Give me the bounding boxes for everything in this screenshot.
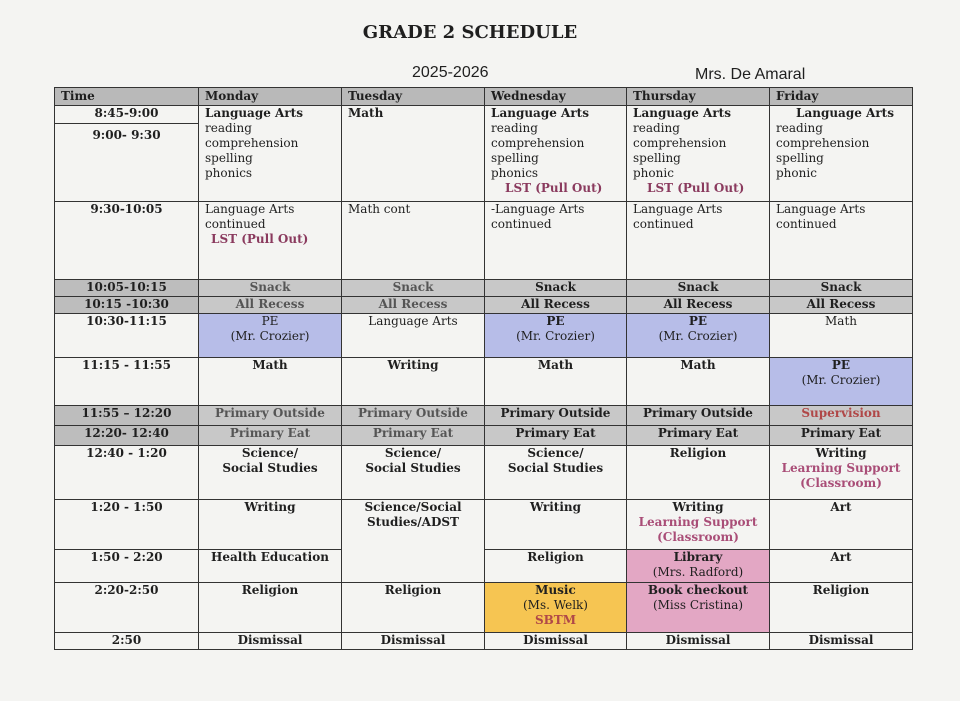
time-cell: 11:55 – 12:20: [55, 406, 199, 426]
cell-thursday: Religion: [627, 446, 770, 500]
cell-friday: [770, 446, 913, 500]
time-cell: 10:15 -10:30: [55, 297, 199, 314]
subject: Book checkout: [647, 583, 749, 597]
cell-tuesday: Primary Eat: [342, 426, 485, 446]
subtopic: spelling: [205, 151, 253, 165]
subtopic: phonics: [491, 166, 539, 180]
support-note: (Classroom): [800, 476, 882, 490]
table-row-dismissal: [55, 633, 913, 650]
teacher: (Mr. Crozier): [516, 329, 595, 343]
subtopic: reading: [491, 121, 538, 135]
col-wednesday: Wednesday: [485, 88, 627, 106]
table-row: [55, 314, 913, 358]
subject: Social Studies: [507, 461, 604, 475]
cell-friday: All Recess: [770, 297, 913, 314]
cell-wednesday: [485, 202, 627, 280]
header-row: [55, 88, 913, 106]
sbtm-note: SBTM: [534, 613, 577, 627]
col-time: Time: [55, 88, 199, 106]
support-note: Learning Support: [781, 461, 901, 475]
cell-tuesday: [342, 446, 485, 500]
subtopic: phonic: [633, 166, 674, 180]
cell-tuesday: Language Arts: [342, 314, 485, 358]
subject: Social Studies: [222, 461, 318, 475]
cell-wednesday: Snack: [485, 280, 627, 297]
subtopic: reading: [776, 121, 823, 135]
cell-tuesday: Primary Outside: [342, 406, 485, 426]
cell-thursday: All Recess: [627, 297, 770, 314]
schedule-table: [54, 87, 913, 650]
cell-monday: Snack: [199, 280, 342, 297]
lst-note: LST (Pull Out): [505, 181, 603, 195]
subtopic: continued: [776, 217, 837, 231]
teacher: (Mr. Crozier): [801, 373, 881, 387]
table-row: [55, 583, 913, 633]
time-cell: 12:40 - 1:20: [55, 446, 199, 500]
cell-wednesday: [485, 446, 627, 500]
subtopic: phonic: [776, 166, 817, 180]
col-tuesday: Tuesday: [342, 88, 485, 106]
cell-tuesday: Math: [342, 106, 485, 202]
teacher: (Mr. Crozier): [230, 329, 310, 343]
subtopic: comprehension: [491, 136, 585, 150]
cell-friday: Snack: [770, 280, 913, 297]
cell-monday: Dismissal: [199, 633, 342, 650]
time-label: 9:00- 9:30: [55, 123, 198, 143]
col-thursday: Thursday: [627, 88, 770, 106]
table-row-eat: [55, 426, 913, 446]
teacher: (Ms. Welk): [522, 598, 588, 612]
subtopic: comprehension: [205, 136, 299, 150]
cell-friday: Religion: [770, 583, 913, 633]
subject: Language Arts: [633, 106, 731, 120]
subtopic: reading: [633, 121, 680, 135]
cell-friday: Dismissal: [770, 633, 913, 650]
time-cell: 2:20-2:50: [55, 583, 199, 633]
cell-wednesday: Dismissal: [485, 633, 627, 650]
cell-monday-pe: [199, 314, 342, 358]
table-row-snack: [55, 280, 913, 297]
subtopic: continued: [205, 217, 266, 231]
cell-wednesday: Religion: [485, 550, 627, 583]
table-row: [55, 202, 913, 280]
cell-friday: Supervision: [770, 406, 913, 426]
time-cell: 10:30-11:15: [55, 314, 199, 358]
support-note: (Classroom): [657, 530, 739, 544]
subject: Language Arts: [633, 202, 723, 216]
table-row: [55, 106, 913, 202]
time-cell: 1:20 - 1:50: [55, 500, 199, 550]
subject: Language Arts: [205, 106, 303, 120]
subject: Social Studies: [365, 461, 461, 475]
table-row: [55, 358, 913, 406]
cell-thursday-pe: [627, 314, 770, 358]
cell-tuesday: Math cont: [342, 202, 485, 280]
cell-thursday: Dismissal: [627, 633, 770, 650]
subject: Language Arts: [796, 106, 894, 120]
cell-tuesday: Writing: [342, 358, 485, 406]
lst-note: LST (Pull Out): [647, 181, 745, 195]
subject: PE: [546, 314, 565, 328]
cell-monday: Writing: [199, 500, 342, 550]
cell-friday: Art: [770, 500, 913, 550]
cell-friday: Math: [770, 314, 913, 358]
cell-thursday: Math: [627, 358, 770, 406]
subject: Music: [535, 583, 576, 597]
cell-monday: Primary Eat: [199, 426, 342, 446]
subject: Language Arts: [776, 202, 866, 216]
school-year: 2025-2026: [412, 64, 489, 81]
table-row-outside: [55, 406, 913, 426]
teacher-name: Mrs. De Amaral: [695, 66, 806, 83]
lst-note: LST (Pull Out): [211, 232, 309, 246]
cell-friday: Art: [770, 550, 913, 583]
cell-thursday-book: [627, 583, 770, 633]
subject: Science/Social: [364, 500, 462, 514]
support-note: Learning Support: [638, 515, 758, 529]
cell-wednesday-music: [485, 583, 627, 633]
subject: Studies/ADST: [367, 515, 459, 529]
cell-wednesday: Math: [485, 358, 627, 406]
cell-thursday: Primary Outside: [627, 406, 770, 426]
cell-thursday: Snack: [627, 280, 770, 297]
col-friday: Friday: [770, 88, 913, 106]
cell-tuesday: Dismissal: [342, 633, 485, 650]
cell-thursday: Primary Eat: [627, 426, 770, 446]
cell-monday: Math: [199, 358, 342, 406]
cell-tuesday: Religion: [342, 583, 485, 633]
time-cell: 1:50 - 2:20: [55, 550, 199, 583]
teacher: (Miss Cristina): [652, 598, 744, 612]
cell-thursday: [627, 202, 770, 280]
cell-friday: [770, 202, 913, 280]
cell-friday-pe: [770, 358, 913, 406]
cell-monday: Primary Outside: [199, 406, 342, 426]
time-cell: 11:15 - 11:55: [55, 358, 199, 406]
cell-wednesday: All Recess: [485, 297, 627, 314]
cell-monday: Health Education: [199, 550, 342, 583]
table-row-recess: [55, 297, 913, 314]
subject: Language Arts: [205, 202, 295, 216]
time-label: 8:45-9:00: [94, 106, 159, 120]
time-cell: 2:50: [55, 633, 199, 650]
time-cell: 10:05-10:15: [55, 280, 199, 297]
teacher: (Mr. Crozier): [658, 329, 738, 343]
cell-monday: [199, 446, 342, 500]
cell-monday: Religion: [199, 583, 342, 633]
subtopic: comprehension: [776, 136, 870, 150]
cell-wednesday: [485, 106, 627, 202]
cell-thursday: [627, 500, 770, 550]
subject: PE: [831, 358, 851, 372]
subject: Library: [673, 550, 723, 564]
subtopic: phonics: [205, 166, 253, 180]
subject: PE: [688, 314, 708, 328]
page-title: GRADE 2 SCHEDULE: [362, 22, 578, 43]
time-cell: 12:20- 12:40: [55, 426, 199, 446]
table-row: [55, 446, 913, 500]
cell-thursday-library: [627, 550, 770, 583]
subject: Writing: [672, 500, 724, 514]
subject: Science/: [241, 446, 299, 460]
cell-wednesday: Primary Outside: [485, 406, 627, 426]
cell-tuesday: Snack: [342, 280, 485, 297]
subject: -Language Arts: [491, 202, 585, 216]
time-cell: 9:30-10:05: [55, 202, 199, 280]
cell-monday: [199, 202, 342, 280]
subject: Writing: [815, 446, 867, 460]
table-row: [55, 500, 913, 550]
cell-monday: All Recess: [199, 297, 342, 314]
subject: Language Arts: [491, 106, 589, 120]
subject: Science/: [384, 446, 442, 460]
subtopic: continued: [491, 217, 552, 231]
subject: Science/: [527, 446, 584, 460]
subtopic: spelling: [491, 151, 539, 165]
subtopic: spelling: [633, 151, 681, 165]
time-cell: [55, 106, 199, 202]
subtopic: spelling: [776, 151, 824, 165]
subtopic: comprehension: [633, 136, 727, 150]
cell-wednesday: Primary Eat: [485, 426, 627, 446]
subject: PE: [261, 314, 279, 328]
cell-thursday: [627, 106, 770, 202]
cell-friday: [770, 106, 913, 202]
cell-tuesday: All Recess: [342, 297, 485, 314]
cell-friday: Primary Eat: [770, 426, 913, 446]
cell-wednesday-pe: [485, 314, 627, 358]
subtopic: reading: [205, 121, 252, 135]
subtopic: continued: [633, 217, 694, 231]
cell-tuesday: [342, 500, 485, 583]
col-monday: Monday: [199, 88, 342, 106]
teacher: (Mrs. Radford): [652, 565, 744, 579]
cell-monday: [199, 106, 342, 202]
cell-wednesday: Writing: [485, 500, 627, 550]
